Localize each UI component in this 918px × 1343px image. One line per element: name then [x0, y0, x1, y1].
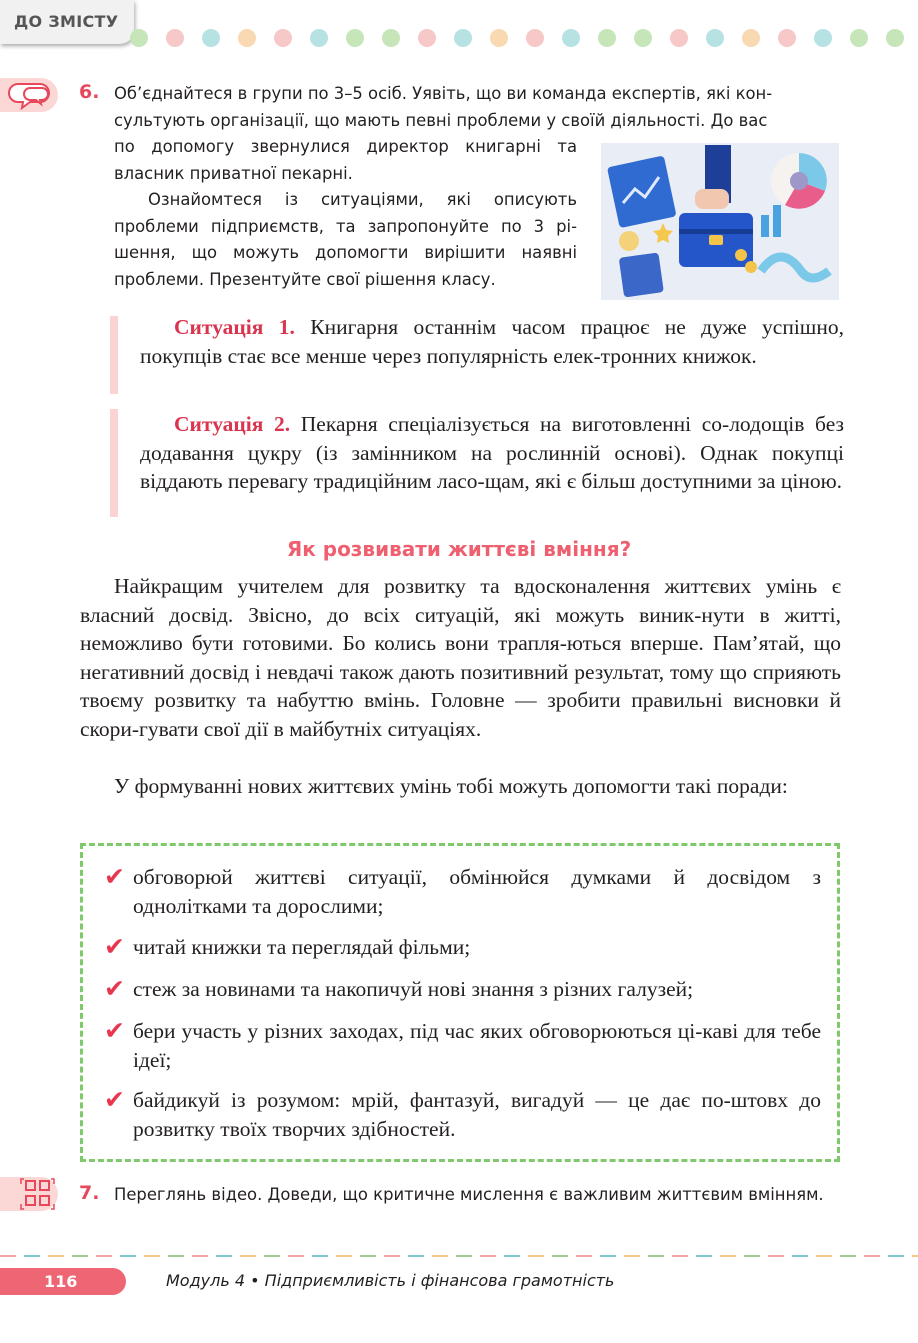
- qr-code-icon[interactable]: [0, 1177, 58, 1211]
- footer-module-title: Модуль 4 • Підприємливість і фінансова грамотність: [166, 1271, 615, 1290]
- decorative-dot: [670, 29, 688, 47]
- task-6-line-2: сультують організації, що мають певні проблеми у своїй діяльності. До вас: [114, 110, 768, 130]
- task-7-number: 7.: [79, 1182, 100, 1204]
- tip-1: обговорюй життєві ситуації, обмінюйся думками й досвідом з однолітками та дорослими;: [133, 865, 821, 918]
- decorative-dot: [310, 29, 328, 47]
- tip-2: читай книжки та переглядай фільми;: [133, 935, 471, 959]
- decorative-dot: [778, 29, 796, 47]
- decorative-dot: [814, 29, 832, 47]
- check-icon: ✔: [104, 1018, 125, 1045]
- situation-2-bar: [110, 409, 118, 517]
- decorative-dot: [526, 29, 544, 47]
- decorative-dot: [598, 29, 616, 47]
- decorative-dot: [202, 29, 220, 47]
- footer-divider: [0, 1255, 918, 1257]
- paragraph-2: У формуванні нових життєвих умінь тобі можуть допомогти такі поради:: [114, 774, 788, 798]
- decorative-dot: [382, 29, 400, 47]
- check-icon: ✔: [104, 1087, 125, 1114]
- discussion-icon: [0, 78, 58, 112]
- tip-5: байдикуй із розумом: мрій, фантазуй, вигадуй — це дає по-штовх до розвитку твоїх творчих здібностей.: [133, 1088, 821, 1141]
- decorative-dot: [850, 29, 868, 47]
- situation-2-text: Пекарня спеціалізується на виготовленні со-лодощів без додавання цукру (із замінником на рослинній основі). Однак покупці віддають перевагу традиційним ласо-щам, які є більш доступними за ціною.: [140, 412, 844, 493]
- task-7-text: Переглянь відео. Доведи, що критичне мислення є важливим життєвим вмінням.: [114, 1185, 824, 1204]
- decorative-dot: [418, 29, 436, 47]
- paragraph-1: Найкращим учителем для розвитку та вдосконалення життєвих умінь є власний досвід. Звісно, до всіх ситуацій, які можуть виник-нути в житті, неможливо бути готовими. Бо колись вони трапля-ються вперше. Пам’ятай, що негативний досвід і невдачі також дають позитивний результат, тому що сприяють твоєму розвитку та набуттю вмінь. Головне — зробити правильні висновки й скори-гувати свої дії в майбутніх ситуаціях.: [80, 574, 841, 741]
- decorative-dot: [886, 29, 904, 47]
- situation-1-bar: [110, 316, 118, 394]
- tip-4: бери участь у різних заходах, під час яких обговорюються ці-каві для тебе ідеї;: [133, 1019, 821, 1072]
- task-6-text-a: по допомогу звернулися директор книгарні та власник приватної пекарні.: [114, 137, 577, 183]
- tips-box: [80, 843, 840, 1162]
- toc-button[interactable]: [0, 0, 134, 44]
- decorative-dot: [346, 29, 364, 47]
- situation-1-label: Ситуація 1.: [174, 315, 295, 339]
- decorative-dot: [274, 29, 292, 47]
- decorative-dot: [166, 29, 184, 47]
- decorative-dot: [742, 29, 760, 47]
- decorative-dot: [454, 29, 472, 47]
- business-illustration: [601, 143, 839, 300]
- situation-1-text: Книгарня останнім часом працює не дуже успішно, покупців стає все менше через популярність елек-тронних книжок.: [140, 315, 844, 368]
- section-heading: Як розвивати життєві вміння?: [286, 537, 632, 561]
- check-icon: ✔: [104, 934, 125, 961]
- page-number-badge: [0, 1268, 126, 1295]
- check-icon: ✔: [104, 864, 125, 891]
- situation-1: [140, 313, 844, 370]
- task-6-line-1: Об’єднайтеся в групи по 3–5 осіб. Уявіть, що ви команда експертів, які кон-: [114, 84, 773, 103]
- decorative-dot: [562, 29, 580, 47]
- toc-label: ДО ЗМІСТУ: [14, 12, 119, 31]
- decorative-dot: [490, 29, 508, 47]
- decorative-dot: [634, 29, 652, 47]
- situation-2-label: Ситуація 2.: [174, 412, 291, 436]
- check-icon: ✔: [104, 976, 125, 1003]
- decorative-dot: [130, 29, 148, 47]
- task-6-number: 6.: [79, 81, 100, 103]
- page-number: 116: [44, 1272, 78, 1291]
- decorative-dots: [130, 29, 910, 47]
- decorative-dot: [238, 29, 256, 47]
- situation-2: [140, 410, 844, 496]
- task-6-text-b: Ознайомтеся із ситуаціями, які описують проблеми підприємств, та запропонуйте по 3 рі-шення, що можуть допомогти вирішити наявні проблеми. Презентуйте свої рішення класу.: [114, 190, 577, 289]
- decorative-dot: [706, 29, 724, 47]
- tip-3: стеж за новинами та накопичуй нові знання з різних галузей;: [133, 977, 694, 1001]
